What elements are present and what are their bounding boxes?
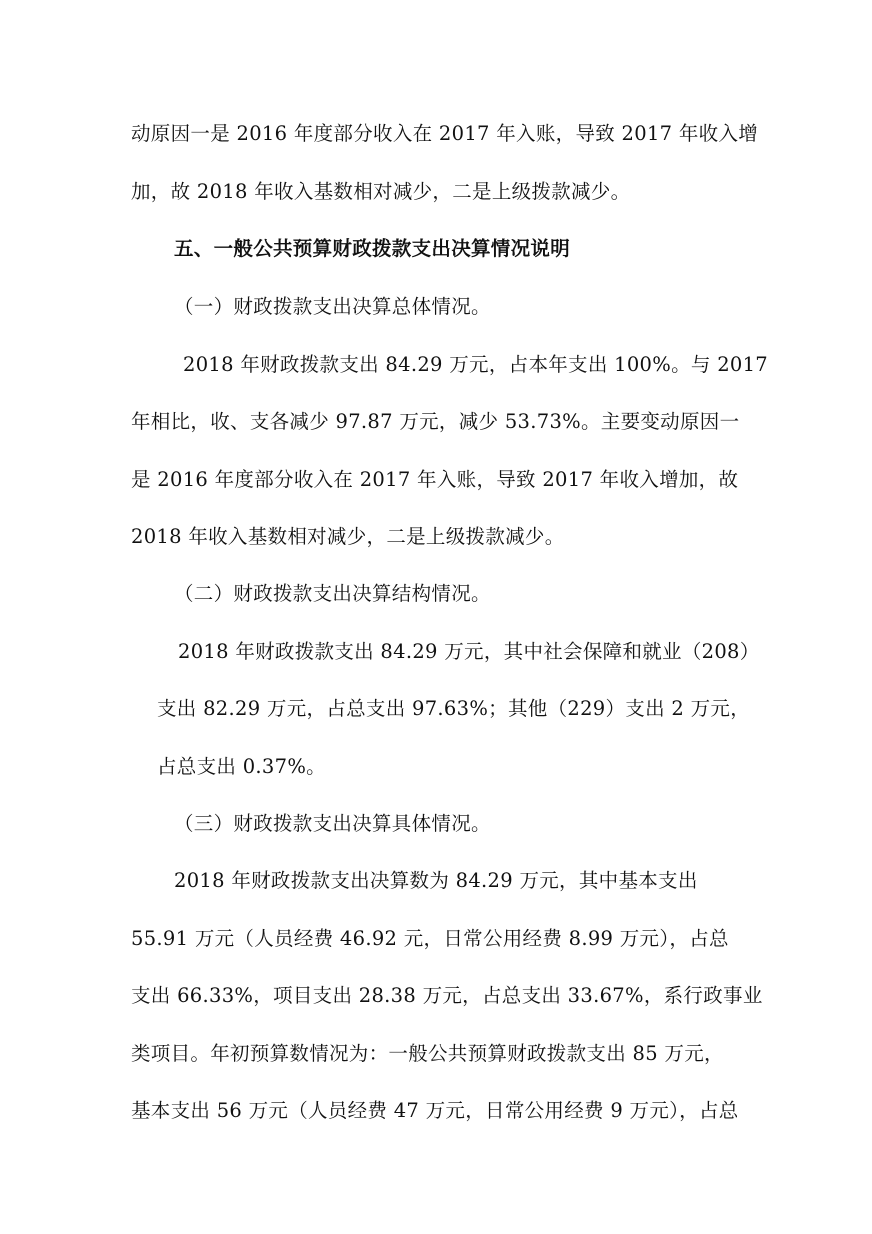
paragraph-line: 支出 66.33%，项目支出 28.38 万元，占总支出 33.67%，系行政事业: [131, 984, 763, 1007]
paragraph-line: 动原因一是 2016 年度部分收入在 2017 年入账，导致 2017 年收入增: [131, 122, 759, 145]
subsection-heading: （一）财政拨款支出决算总体情况。: [174, 295, 491, 318]
paragraph-line: 2018 年财政拨款支出决算数为 84.29 万元，其中基本支出: [174, 869, 698, 892]
paragraph-line: 加，故 2018 年收入基数相对减少，二是上级拨款减少。: [131, 180, 631, 203]
paragraph-line: 类项目。年初预算数情况为：一般公共预算财政拨款支出 85 万元，: [131, 1042, 724, 1065]
paragraph-line: 2018 年财政拨款支出 84.29 万元，占本年支出 100%。与 2017: [183, 353, 769, 376]
paragraph-line: 是 2016 年度部分收入在 2017 年入账，导致 2017 年收入增加，故: [131, 468, 739, 491]
paragraph-line: 年相比，收、支各减少 97.87 万元，减少 53.73%。主要变动原因一: [131, 410, 740, 433]
paragraph-line: 支出 82.29 万元，占总支出 97.63%；其他（229）支出 2 万元，: [157, 697, 750, 720]
paragraph-line: 占总支出 0.37%。: [157, 755, 326, 778]
paragraph-line: 55.91 万元（人员经费 46.92 元，日常公用经费 8.99 万元），占总: [131, 927, 729, 950]
subsection-heading: （二）财政拨款支出决算结构情况。: [174, 582, 491, 605]
paragraph-line: 2018 年收入基数相对减少，二是上级拨款减少。: [131, 525, 565, 548]
subsection-heading: （三）财政拨款支出决算具体情况。: [174, 812, 491, 835]
section-heading: 五、一般公共预算财政拨款支出决算情况说明: [174, 237, 571, 260]
paragraph-line: 基本支出 56 万元（人员经费 47 万元，日常公用经费 9 万元），占总: [131, 1099, 739, 1122]
paragraph-line: 2018 年财政拨款支出 84.29 万元，其中社会保障和就业（208）: [178, 640, 760, 663]
